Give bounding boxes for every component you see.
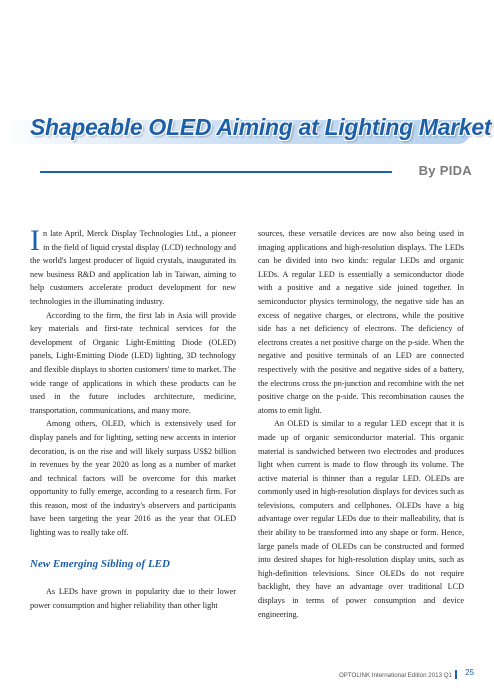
paragraph-oled-market: Among others, OLED, which is extensively used for display panels and for lighting, setting new accents in interior decoration, is on the rise and will likely surpass US$2 billion in revenues by the year 2020 as long as a number of market and technical factors will be overcome for this market opportunity to fully emerge, according to a research firm. For this reason, most of the industry's observers and participants have been targeting the year 2016 as the year that OLED lighting was to really take off. [30, 419, 236, 538]
section-heading: New Emerging Sibling of LED [30, 557, 170, 570]
drop-cap: I [30, 224, 40, 257]
title-banner [0, 108, 494, 156]
byline-rule [40, 171, 392, 173]
byline: By PIDA [418, 163, 472, 178]
footer-divider [455, 670, 457, 679]
page-number: 25 [465, 668, 474, 677]
intro-text: n late April, Merck Display Technologies Ltd., a pioneer in the field of liquid crystal display (LCD) technology and the world's largest producer of liquid crystals, inaugurated its new business R&D and application lab in Taiwan, aiming to help customers accelerate product development for new technologies in the illuminating industry. [30, 229, 236, 306]
footer [339, 670, 460, 679]
paragraph-led-types: sources, these versatile devices are now also being used in imaging applications and high-resolution displays. The LEDs can be divided into two kinds: regular LEDs and organic LEDs. A regular LED is essentially a semiconductor diode with a positive and a negative side joined together. In semiconductor physics terminology, the negative side has an excess of negative charges, or electrons, while the positive side has a net deficiency of electrons. The deficiency of electrons creates a net positive charge on the p-side. When the negative and positive terminals of an LED are connected respectively with the positive and negative sides of a battery, the electrons cross the pn-junction and recombine with the net positive charge on the p-side. This recombination causes the atoms to emit light. [258, 229, 464, 415]
paragraph-lab: According to the firm, the first lab in Asia will provide key materials and first-rate technical services for the development of Organic Light-Emitting Diode (OLED) panels, Light-Emitting Diode (LED) lighting, 3D technology and flexible displays to shorten customers' time to market. The wide range of applications in which these products can be used in the future includes architecture, medicine, transportation, communications, and many more. [30, 310, 236, 415]
left-column [30, 224, 236, 612]
article-title: Shapeable OLED Aiming at Lighting Market [30, 114, 492, 140]
paragraph-oled-explained: An OLED is similar to a regular LED except that it is made up of organic semiconductor material. This organic material is sandwiched between two electrodes and produces light when current is made to flow through its volume. The active material is thinner than a regular LED. OLEDs are commonly used in high-resolution displays for devices such as televisions, computers and cellphones. OLEDs have a big advantage over regular LEDs due to their malleability, that is their ability to be transformed into any shape or form. Hence, large panels made of OLEDs can be constructed and formed into desired shapes for high-resolution display units, such as high-definition televisions. Since OLEDs do not require backlight, they have an advantage over traditional LCD displays in terms of power consumption and device engineering. [258, 419, 464, 619]
paragraph-led-intro: As LEDs have grown in popularity due to their lower power consumption and higher reliability than other light [30, 587, 236, 610]
right-column [258, 227, 464, 621]
intro-paragraph [30, 224, 236, 309]
publication-name: OPTOLINK International Edition 2013 Q1 [338, 672, 452, 679]
